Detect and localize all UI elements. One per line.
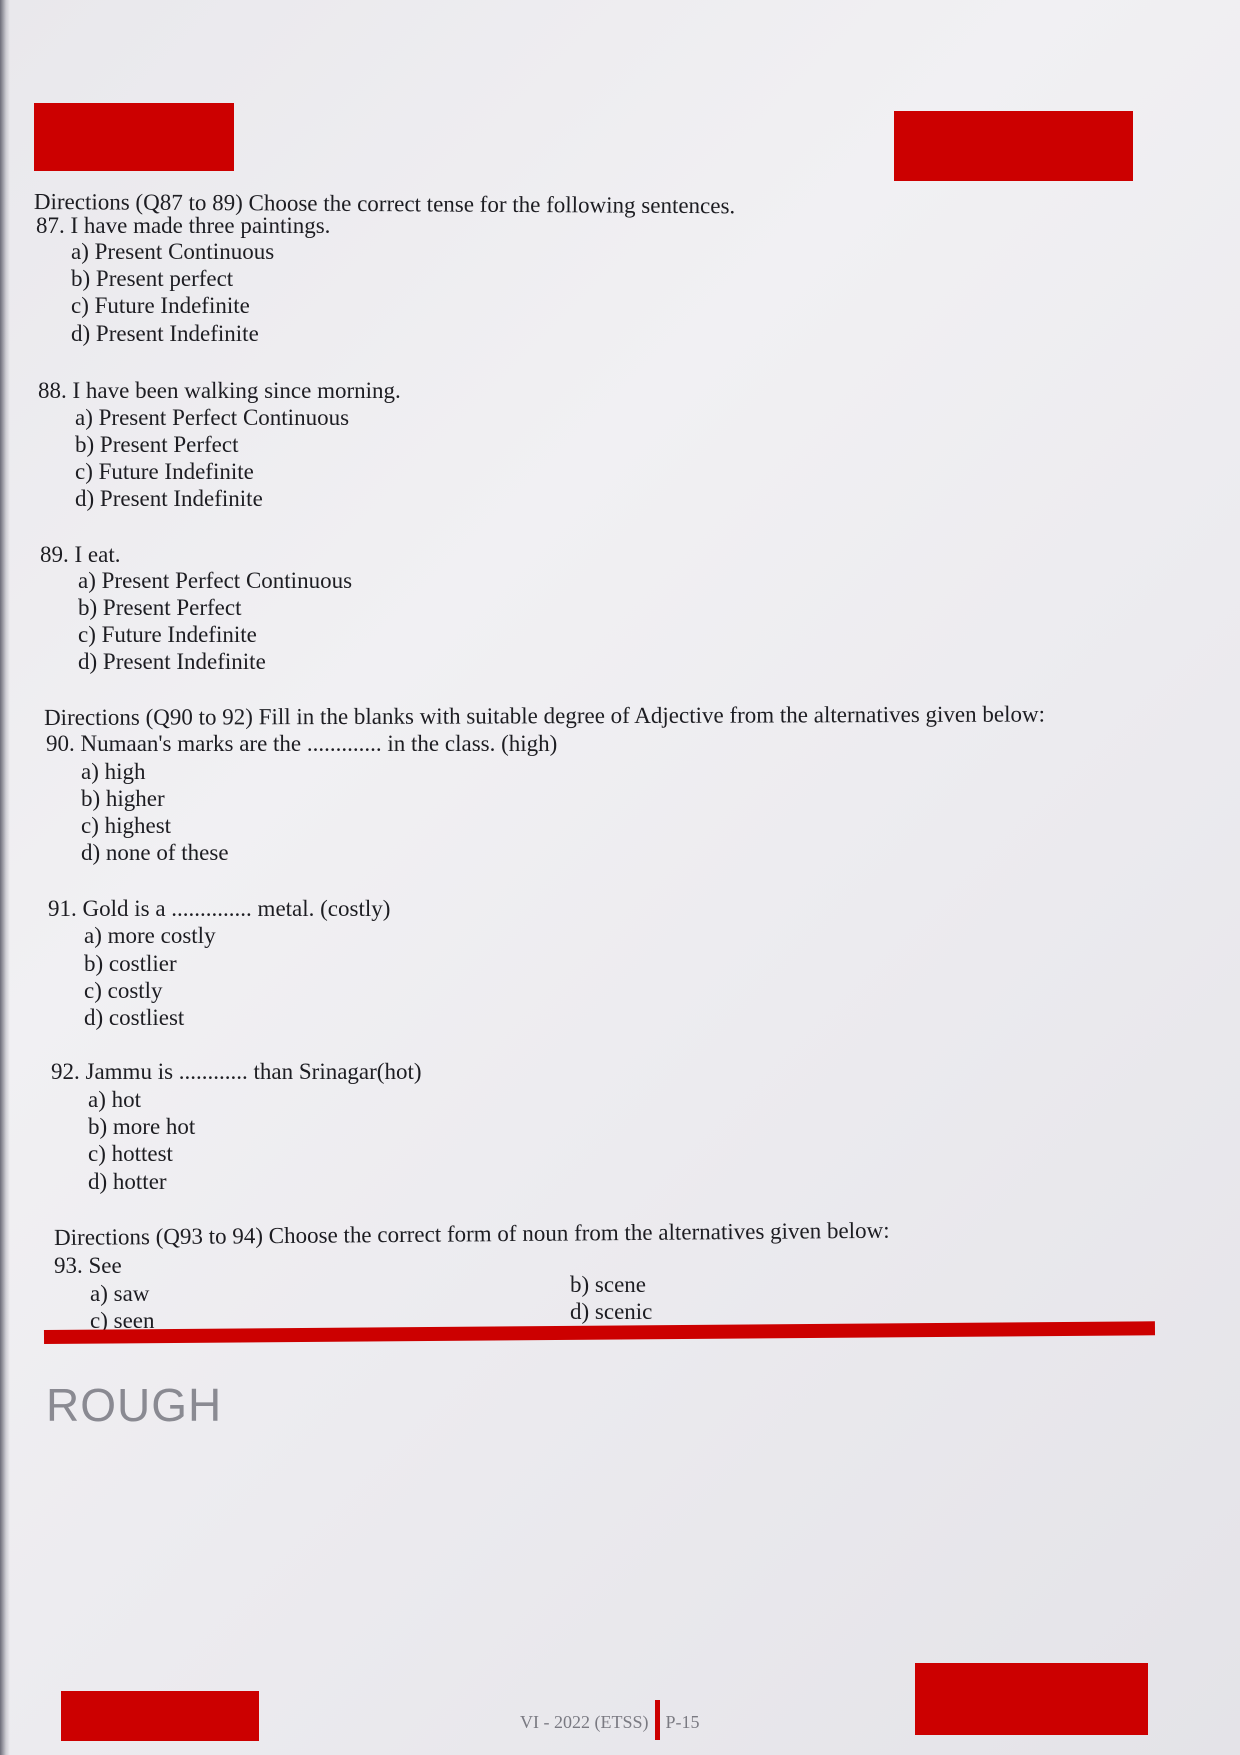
question-88: 88. I have been walking since morning. [38, 378, 401, 403]
directions-q87-89: Directions (Q87 to 89) Choose the correct tense for the following sentences. [33, 188, 736, 219]
footer-separator [655, 1700, 660, 1740]
q87-option-b: b) Present perfect [71, 266, 234, 291]
q89-option-d: d) Present Indefinite [78, 649, 266, 674]
directions-q90-92: Directions (Q90 to 92) Fill in the blanks with suitable degree of Adjective from the alternatives given below: [44, 701, 1045, 730]
question-91: 91. Gold is a .............. metal. (costly) [48, 896, 391, 921]
q89-option-b: b) Present Perfect [78, 595, 242, 620]
redaction-top-right [894, 111, 1133, 181]
q91-option-b: b) costlier [84, 951, 177, 976]
question-90: 90. Numaan's marks are the ............. in the class. (high) [46, 731, 558, 756]
q92-option-d: d) hotter [88, 1169, 167, 1194]
q88-option-d: d) Present Indefinite [75, 486, 263, 511]
q87-option-c: c) Future Indefinite [71, 293, 250, 318]
q88-option-b: b) Present Perfect [75, 432, 239, 457]
q92-option-a: a) hot [88, 1087, 142, 1112]
q92-option-b: b) more hot [88, 1114, 196, 1139]
directions-q93-94: Directions (Q93 to 94) Choose the correct form of noun from the alternatives given below: [54, 1217, 890, 1250]
q93-option-c: c) seen [90, 1308, 155, 1333]
question-92: 92. Jammu is ............ than Srinagar(hot) [51, 1059, 422, 1084]
q89-option-c: c) Future Indefinite [78, 622, 257, 647]
q91-option-a: a) more costly [84, 923, 216, 948]
question-93: 93. See [54, 1253, 122, 1278]
footer-page-number: P-15 [665, 1712, 700, 1733]
q87-option-d: d) Present Indefinite [71, 321, 259, 346]
q90-option-c: c) highest [81, 813, 172, 838]
redaction-top-left [34, 103, 234, 171]
q91-option-c: c) costly [84, 978, 163, 1003]
q93-option-d: d) scenic [570, 1299, 653, 1324]
q90-option-b: b) higher [81, 786, 165, 811]
q89-option-a: a) Present Perfect Continuous [78, 568, 353, 593]
page-edge-shadow [0, 0, 10, 1755]
page-footer [520, 1704, 700, 1744]
q90-option-d: d) none of these [81, 840, 229, 865]
q92-option-c: c) hottest [88, 1141, 173, 1166]
rough-work-label: ROUGH [46, 1379, 223, 1431]
q93-option-b: b) scene [570, 1272, 646, 1297]
redaction-bottom-right [915, 1663, 1148, 1735]
footer-exam-code: VI - 2022 (ETSS) [520, 1712, 649, 1733]
question-87: 87. I have made three paintings. [36, 213, 331, 238]
rough-section-divider [44, 1321, 1155, 1344]
q88-option-a: a) Present Perfect Continuous [75, 405, 350, 430]
q91-option-d: d) costliest [84, 1005, 185, 1030]
q90-option-a: a) high [81, 759, 146, 784]
q87-option-a: a) Present Continuous [71, 239, 275, 264]
q93-option-a: a) saw [90, 1281, 150, 1306]
redaction-bottom-left [61, 1691, 259, 1741]
question-89: 89. I eat. [40, 542, 121, 567]
q88-option-c: c) Future Indefinite [75, 459, 254, 484]
